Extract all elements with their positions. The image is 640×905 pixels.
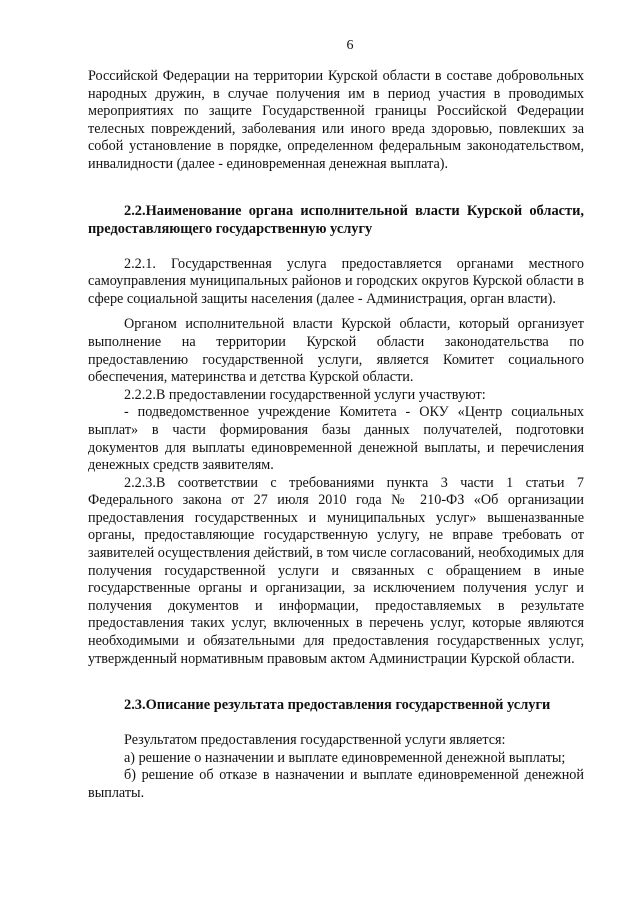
paragraph-result-b: б) решение об отказе в назначении и выплате единовременной денежной выплаты. (88, 767, 584, 801)
paragraph-result: Результатом предоставления государственной услуги является: (124, 732, 506, 749)
paragraph-2-2-2: 2.2.2.В предоставлении государственной услуги участвуют: (124, 386, 486, 403)
paragraph-2-2-1: 2.2.1. Государственная услуга предоставляется органами местного самоуправления муниципальных районов и городских округов Курской области в сфере социальной защиты населения (далее - Администрация, орган власти). (88, 255, 584, 307)
paragraph-organ: Органом исполнительной власти Курской области, который организует выполнение на территории Курской области законодательства по предоставлению государственной услуги, является Комитет социального обеспечения, материнства и детства Курской области. (88, 316, 584, 386)
spacer (88, 174, 584, 202)
spacer (88, 668, 584, 696)
paragraph-result-a: а) решение о назначении и выплате единовременной денежной выплаты; (124, 749, 566, 766)
section-heading-2-3: 2.3.Описание результата предоставления государственной услуги (124, 697, 551, 714)
paragraph-2-2-3: 2.2.3.В соответствии с требованиями пункта 3 части 1 статьи 7 Федерального закона от 27 июля 2010 года № 210-ФЗ «Об организации предоставления государственных и муниципальных услуг» вышеназванные органы, предоставляющие государственную услугу, не вправе требовать от заявителей осуществления действий, в том числе согласований, необходимых для получения государственной услуги и связанных с обращением в иные государственные органы и организации, за исключением получения услуг и получения документов и информации, предоставляемых в результате предоставления таких услуг, включенных в перечень услуг, которые являются необходимыми и обязательными для предоставления государственных услуг, утвержденный нормативным правовым актом Администрации Курской области. (88, 474, 584, 667)
spacer (88, 238, 584, 256)
page-number: 6 (346, 38, 354, 53)
spacer (88, 714, 584, 732)
paragraph-continuation: Российской Федерации на территории Курской области в составе добровольных народных дружин, в случае получения им в период участия в проводимых мероприятиях по защите Государственной границы Российской Федерации телесных повреждений, заболевания или иного вреда здоровью, повлекших за собой установление в порядке, определенном федеральным законодательством, инвалидности (далее - единовременная денежная выплата). (88, 68, 584, 172)
spacer (88, 308, 584, 316)
section-heading-2-2: 2.2.Наименование органа исполнительной власти Курской области, предоставляющего государственную услугу (88, 202, 584, 237)
paragraph-oku: - подведомственное учреждение Комитета - ОКУ «Центр социальных выплат» в части формирования базы данных получателей, подготовки документов для выплаты единовременной денежной выплаты, и перечисления денежных средств заявителям. (88, 404, 584, 474)
